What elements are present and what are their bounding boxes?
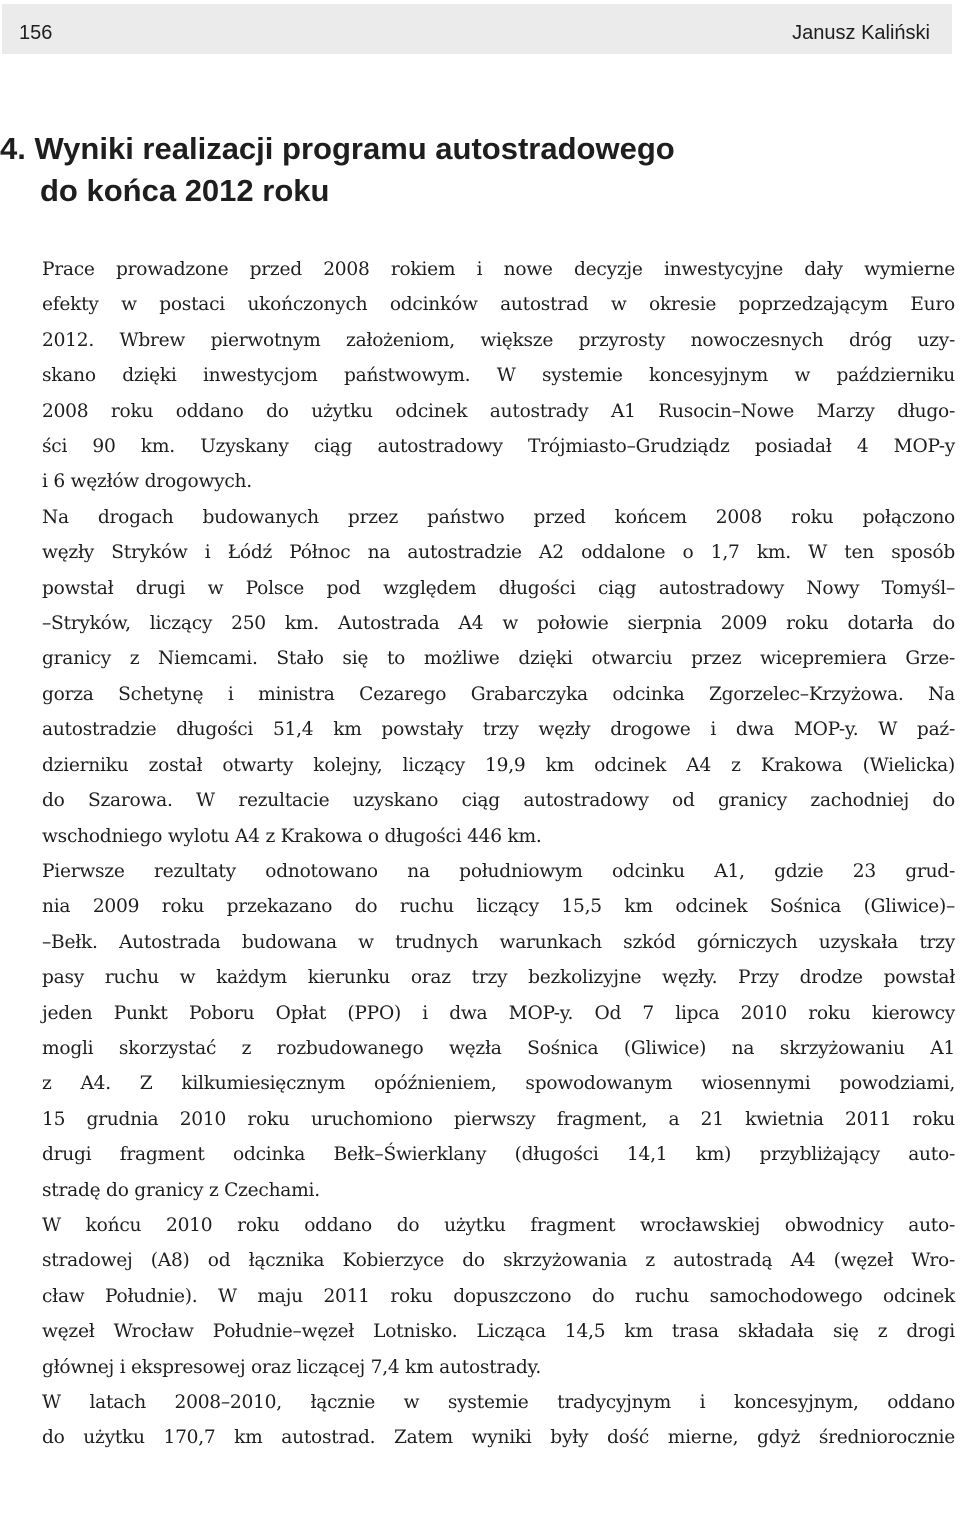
text-line: stradowej (A8) od łącznika Kobierzyce do skrzyżowania z autostradą A4 (węzeł Wro- [42,1250,955,1272]
text-line: jeden Punkt Poboru Opłat (PPO) i dwa MOP-y. Od 7 lipca 2010 roku kierowcy [42,1002,955,1024]
text-line: gorza Schetynę i ministra Cezarego Grabarczyka odcinka Zgorzelec–Krzyżowa. Na [42,683,955,705]
text-line: Prace prowadzone przed 2008 rokiem i nowe decyzje inwestycyjne dały wymierne [42,259,955,280]
text-line: autostradzie długości 51,4 km powstały trzy węzły drogowe i dwa MOP-y. W paź- [42,719,955,741]
text-line: węzły Stryków i Łódź Północ na autostradzie A2 oddalone o 1,7 km. W ten sposób [42,542,955,564]
text-line: z A4. Z kilkumiesięcznym opóźnieniem, spowodowanym wiosennymi powodziami, [42,1073,955,1095]
heading-line: 4. Wyniki realizacji programu autostradowego [0,131,675,166]
text-line: wschodniego wylotu A4 z Krakowa o długości 446 km. [42,825,542,847]
section-heading [0,128,955,212]
text-line: 2008 roku oddano do użytku odcinek autostrady A1 Rusocin–Nowe Marzy długo- [42,400,955,422]
text-line: węzeł Wrocław Południe–węzeł Lotnisko. Licząca 14,5 km trasa składała się z drogi [42,1321,955,1343]
paragraph [2,1385,955,1456]
text-line: pasy ruchu w każdym kierunku oraz trzy bezkolizyjne węzły. Przy drodze powstał [42,967,955,989]
text-line: głównej i ekspresowej oraz liczącej 7,4 km autostrady. [42,1356,541,1378]
text-line: 15 grudnia 2010 roku uruchomiono pierwszy fragment, a 21 kwietnia 2011 roku [42,1108,955,1130]
page-number: 156 [19,22,53,44]
text-line: stradę do granicy z Czechami. [42,1179,320,1201]
text-line: Pierwsze rezultaty odnotowano na południowym odcinku A1, gdzie 23 grud- [42,860,955,882]
text-line: 2012. Wbrew pierwotnym założeniom, większe przyrosty nowoczesnych dróg uzy- [42,329,955,351]
text-line: do użytku 170,7 km autostrad. Zatem wyniki były dość mierne, gdyż średniorocznie [42,1427,955,1449]
running-header [2,4,952,54]
text-line: W końcu 2010 roku oddano do użytku fragment wrocławskiej obwodnicy auto- [42,1214,955,1236]
text-line: W latach 2008–2010, łącznie w systemie tradycyjnym i koncesyjnym, oddano [42,1392,955,1413]
text-line: efekty w postaci ukończonych odcinków autostrad w okresie poprzedzającym Euro [42,294,955,316]
text-line: Na drogach budowanych przez państwo przed końcem 2008 roku połączono [42,506,955,528]
paragraph [2,1208,955,1385]
text-line: skano dzięki inwestycjom państwowym. W systemie koncesyjnym w październiku [42,365,955,387]
text-line: drugi fragment odcinka Bełk–Świerklany (długości 14,1 km) przybliżający auto- [42,1144,955,1166]
paragraph [2,854,955,1208]
heading-line: do końca 2012 roku [40,173,330,208]
text-line: granicy z Niemcami. Stało się to możliwe dzięki otwarciu przez wicepremiera Grze- [42,648,955,670]
text-line: –Stryków, liczący 250 km. Autostrada A4 w połowie sierpnia 2009 roku dotarła do [42,613,955,635]
text-line: mogli skorzystać z rozbudowanego węzła Sośnica (Gliwice) na skrzyżowaniu A1 [42,1037,955,1059]
text-line: do Szarowa. W rezultacie uzyskano ciąg autostradowy od granicy zachodniej do [42,790,955,812]
text-line: nia 2009 roku przekazano do ruchu liczący 15,5 km odcinek Sośnica (Gliwice)– [42,896,955,918]
text-line: i 6 węzłów drogowych. [42,471,252,493]
text-line: –Bełk. Autostrada budowana w trudnych warunkach szkód górniczych uzyskała trzy [42,931,955,953]
body-text [2,252,955,1456]
text-line: dzierniku został otwarty kolejny, liczący 19,9 km odcinek A4 z Krakowa (Wielicka) [42,754,955,776]
text-line: cław Południe). W maju 2011 roku dopuszczono do ruchu samochodowego odcinek [42,1285,955,1307]
text-line: ści 90 km. Uzyskany ciąg autostradowy Trójmiasto–Grudziądz posiadał 4 MOP-y [42,436,955,458]
running-header-author: Janusz Kaliński [792,22,930,44]
paragraph [2,252,955,500]
paragraph [2,500,955,854]
text-line: powstał drugi w Polsce pod względem długości ciąg autostradowy Nowy Tomyśl– [42,577,955,599]
